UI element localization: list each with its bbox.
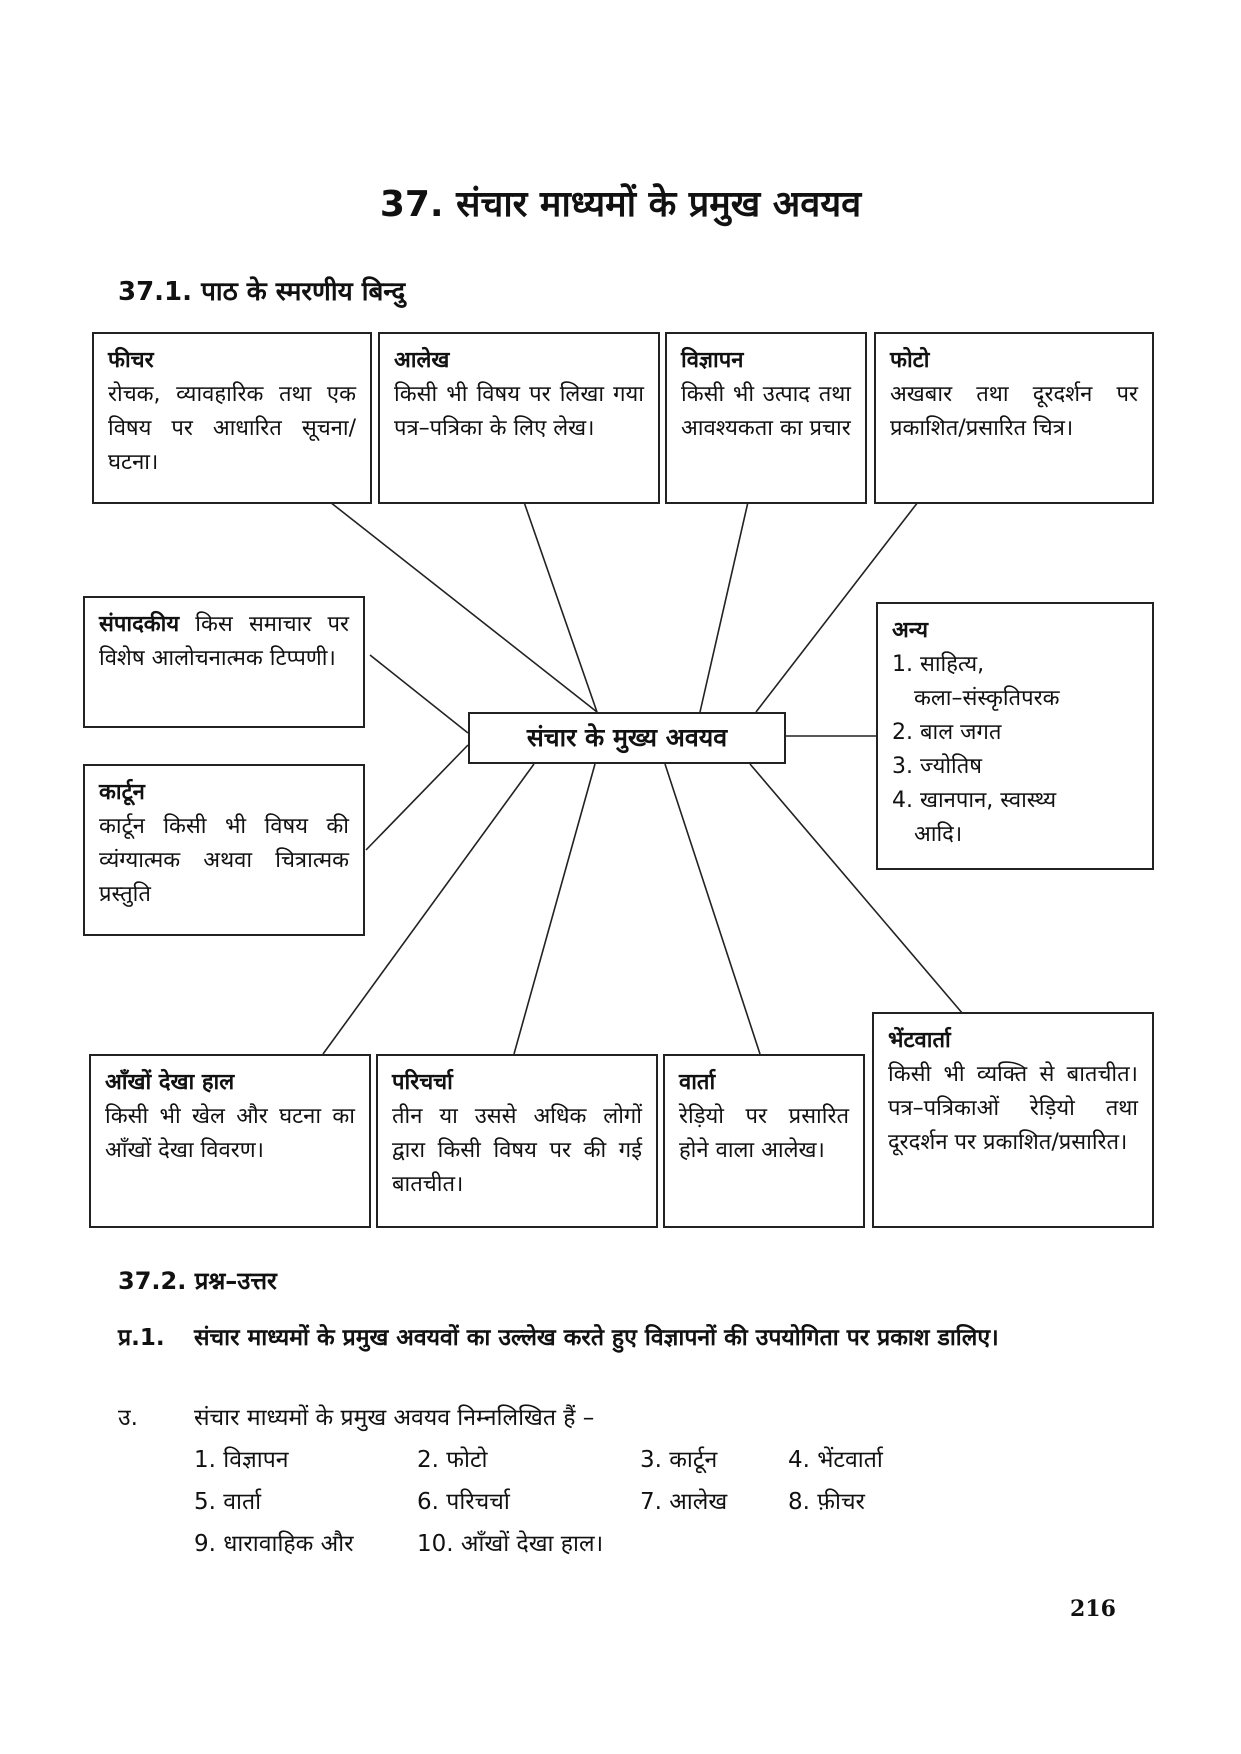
box-sampadakiya-text bbox=[99, 608, 349, 676]
center-node: संचार के मुख्य अवयव bbox=[468, 712, 786, 764]
anya-item: कला–संस्कृतिपरक bbox=[914, 686, 1060, 711]
connector-varta bbox=[665, 764, 760, 1054]
box-ankhon-head: आँखों देखा हाल bbox=[105, 1070, 235, 1095]
box-feature-head: फीचर bbox=[108, 348, 154, 373]
list-item: 1. विज्ञापन bbox=[194, 1447, 289, 1473]
anya-item: 4. खानपान, स्वास्थ्य bbox=[892, 788, 1057, 813]
box-feature-body: रोचक, व्यावहारिक तथा एक विषय पर आधारित सूचना/घटना। bbox=[108, 382, 356, 475]
box-paricharcha-body: तीन या उससे अधिक लोगों द्वारा किसी विषय पर की गई बातचीत। bbox=[392, 1104, 642, 1197]
connector-paricharcha bbox=[514, 764, 595, 1054]
answer-text: संचार माध्यमों के प्रमुख अवयव निम्नलिखित हैं – bbox=[194, 1405, 595, 1431]
connector-cartoon bbox=[366, 745, 468, 850]
anya-item: 1. साहित्य, bbox=[892, 652, 985, 677]
box-varta-body: रेड़ियो पर प्रसारित होने वाला आलेख। bbox=[679, 1104, 849, 1163]
anya-item: 3. ज्योतिष bbox=[892, 754, 982, 779]
page-number: 216 bbox=[1070, 1596, 1116, 1622]
list-item: 3. कार्टून bbox=[640, 1447, 718, 1473]
box-anya bbox=[876, 602, 1154, 870]
box-alekh-head: आलेख bbox=[394, 348, 450, 373]
list-item: 8. फ़ीचर bbox=[788, 1489, 865, 1515]
box-varta bbox=[663, 1054, 865, 1228]
box-paricharcha-head: परिचर्चा bbox=[392, 1070, 453, 1095]
list-item: 9. धारावाहिक और bbox=[194, 1531, 354, 1557]
answer-number: उ. bbox=[118, 1405, 138, 1431]
box-anya-list bbox=[892, 648, 1138, 852]
list-item: 7. आलेख bbox=[640, 1489, 728, 1515]
box-ankhon-body: किसी भी खेल और घटना का आँखों देखा विवरण। bbox=[105, 1104, 355, 1163]
anya-item: 2. बाल जगत bbox=[892, 720, 1002, 745]
box-photo-body: अखबार तथा दूरदर्शन पर प्रकाशित/प्रसारित चित्र। bbox=[890, 382, 1138, 441]
box-bhentvarta-body: किसी भी व्यक्ति से बातचीत। पत्र–पत्रिकाओं रेड़ियो तथा दूरदर्शन पर प्रकाशित/प्रसारित। bbox=[888, 1062, 1138, 1155]
box-feature bbox=[92, 332, 372, 504]
section-heading-2: 37.2. प्रश्न–उत्तर bbox=[118, 1267, 277, 1295]
box-ankhon bbox=[89, 1054, 371, 1228]
question-number: प्र.1. bbox=[118, 1325, 165, 1351]
list-item: 6. परिचर्चा bbox=[417, 1489, 510, 1515]
anya-item: आदि। bbox=[914, 822, 963, 847]
box-alekh bbox=[378, 332, 660, 504]
box-vigyapan-head: विज्ञापन bbox=[681, 348, 744, 373]
box-anya-head: अन्य bbox=[892, 618, 929, 643]
box-cartoon bbox=[83, 764, 365, 936]
section-heading-1: 37.1. पाठ के स्मरणीय बिन्दु bbox=[118, 277, 406, 307]
list-item: 4. भेंटवार्ता bbox=[788, 1447, 883, 1473]
box-bhentvarta bbox=[872, 1012, 1154, 1228]
connector-feature bbox=[330, 502, 597, 712]
box-varta-head: वार्ता bbox=[679, 1070, 716, 1095]
list-item: 5. वार्ता bbox=[194, 1489, 262, 1515]
box-cartoon-head: कार्टून bbox=[99, 780, 145, 805]
box-sampadakiya bbox=[83, 596, 365, 728]
page-title: 37. संचार माध्यमों के प्रमुख अवयव bbox=[379, 184, 862, 225]
list-item: 2. फोटो bbox=[417, 1447, 488, 1473]
question-text: संचार माध्यमों के प्रमुख अवयवों का उल्लेख करते हुए विज्ञापनों की उपयोगिता पर प्रकाश डालिए। bbox=[194, 1325, 999, 1351]
box-vigyapan bbox=[665, 332, 867, 504]
box-photo-head: फोटो bbox=[890, 348, 930, 373]
connector-sampadakiya bbox=[370, 655, 468, 733]
connector-alekh bbox=[524, 502, 597, 712]
box-photo bbox=[874, 332, 1154, 504]
box-sampadakiya-body: किस समाचार पर विशेष आलोचनात्मक टिप्पणी। bbox=[99, 612, 350, 671]
box-bhentvarta-head: भेंटवार्ता bbox=[888, 1028, 951, 1053]
box-paricharcha bbox=[376, 1054, 658, 1228]
box-cartoon-body: कार्टून किसी भी विषय की व्यंग्यात्मक अथवा चित्रात्मक प्रस्तुति bbox=[99, 814, 349, 907]
box-vigyapan-body: किसी भी उत्पाद तथा आवश्यकता का प्रचार bbox=[681, 382, 851, 441]
list-item: 10. आँखों देखा हाल। bbox=[417, 1531, 604, 1557]
box-sampadakiya-head: संपादकीय bbox=[99, 612, 180, 637]
connector-vigyapan bbox=[700, 502, 748, 712]
question-block bbox=[118, 1318, 1118, 1358]
box-alekh-body: किसी भी विषय पर लिखा गया पत्र–पत्रिका के लिए लेख। bbox=[394, 382, 644, 441]
